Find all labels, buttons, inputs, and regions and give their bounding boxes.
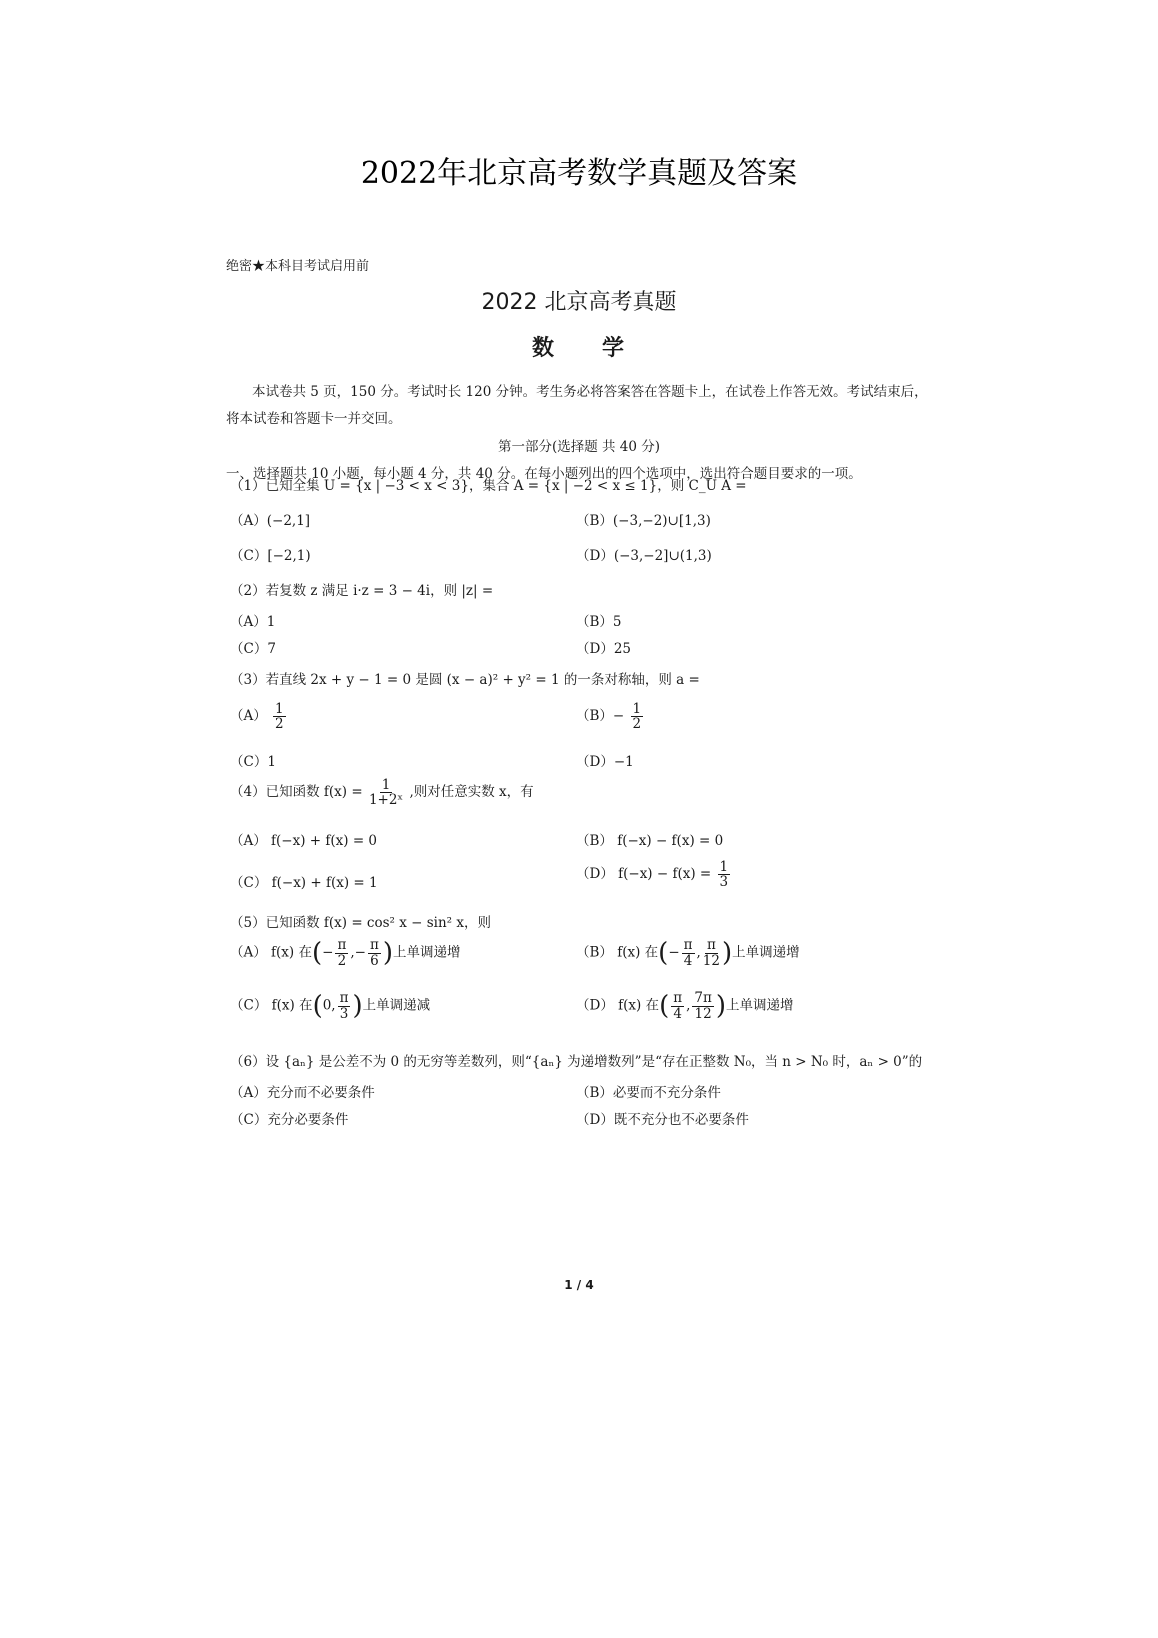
subject-right: 学	[602, 336, 627, 361]
question-6-option-c: （C）充分必要条件	[230, 1112, 349, 1128]
instructions-line-2: 将本试卷和答题卡一并交回。	[226, 411, 402, 427]
question-6-option-b: （B）必要而不充分条件	[576, 1085, 721, 1101]
question-3-option-a: （A） $\frac{1}{2}$	[230, 701, 284, 733]
question-3-option-c: （C）1	[230, 754, 276, 770]
question-2-stem: （2）若复数 z 满足 i·z = 3 − 4i，则 |z| =	[230, 583, 494, 599]
page-indicator: 1 / 4	[564, 1278, 594, 1292]
question-4-option-b: （B） f(−x) − f(x) = 0	[576, 833, 724, 849]
question-6-stem: （6）设 {aₙ} 是公差不为 0 的无穷等差数列，则“{aₙ} 为递增数列”是“存在正整数 N₀，当 n > N₀ 时，aₙ > 0”的	[230, 1054, 923, 1070]
page-title: 2022年北京高考数学真题及答案	[360, 156, 798, 191]
question-2-option-b: （B）5	[576, 614, 622, 630]
question-1-option-a: （A）(−2,1]	[230, 513, 311, 529]
question-2-option-c: （C）7	[230, 641, 276, 657]
question-2-option-a: （A）1	[230, 614, 276, 630]
confidential-label: 绝密★本科目考试启用前	[226, 259, 370, 274]
question-2-option-d: （D）25	[576, 641, 632, 657]
question-4-stem: （4）已知函数 f(x) = $\frac{1}{\text{1+2ˣ}}$ ,则对任意实数 x，有	[230, 777, 534, 809]
part-heading: 第一部分(选择题 共 40 分)	[497, 439, 661, 455]
question-4-option-d: （D） f(−x) − f(x) = $\frac{1}{3}$	[576, 859, 729, 891]
instructions-line-1: 本试卷共 5 页，150 分。考试时长 120 分钟。考生务必将答案答在答题卡上，在试卷上作答无效。考试结束后，	[252, 384, 928, 400]
question-4-option-a: （A） f(−x) + f(x) = 0	[230, 833, 378, 849]
question-5-option-b: （B） f(x) 在(− $\frac{\pi}{4}$ , $\frac{\pi}{12}$ )上单调递增	[576, 937, 800, 969]
question-5-option-d: （D） f(x) 在( $\frac{\pi}{4}$ , $\frac{7\pi}{12}$ )上单调递增	[576, 990, 794, 1022]
question-5-stem: （5）已知函数 f(x) = cos² x − sin² x，则	[230, 915, 492, 931]
question-3-stem: （3）若直线 2x + y − 1 = 0 是圆 (x − a)² + y² = 1 的一条对称轴，则 a =	[230, 672, 700, 688]
section-heading: 一、选择题共 10 小题，每小题 4 分，共 40 分。在每小题列出的四个选项中，选出符合题目要求的一项。	[226, 466, 862, 482]
question-3-option-b: （B）− $\frac{1}{2}$	[576, 701, 642, 733]
question-5-option-c: （C） f(x) 在(0, $\frac{\pi}{3}$ )上单调递减	[230, 990, 431, 1022]
question-6-option-a: （A）充分而不必要条件	[230, 1085, 375, 1101]
question-5-option-a: （A） f(x) 在(− $\frac{\pi}{2}$ ,− $\frac{\pi}{6}$ )上单调递增	[230, 937, 461, 969]
question-4-option-c: （C） f(−x) + f(x) = 1	[230, 875, 378, 891]
question-1-stem: （1）已知全集 U = {x | −3 < x < 3}，集合 A = {x | −2 < x ≤ 1}，则 C_U A =	[230, 478, 747, 494]
question-6-option-d: （D）既不充分也不必要条件	[576, 1112, 749, 1128]
question-1-option-c: （C）[−2,1)	[230, 548, 311, 564]
subject-heading	[0, 331, 1158, 362]
question-3-option-d: （D）−1	[576, 754, 634, 770]
exam-title: 2022 北京高考真题	[481, 290, 677, 315]
question-1-option-d: （D）(−3,−2]∪(1,3)	[576, 548, 712, 564]
subject-left: 数	[531, 336, 556, 361]
question-1-option-b: （B）(−3,−2)∪[1,3)	[576, 513, 711, 529]
